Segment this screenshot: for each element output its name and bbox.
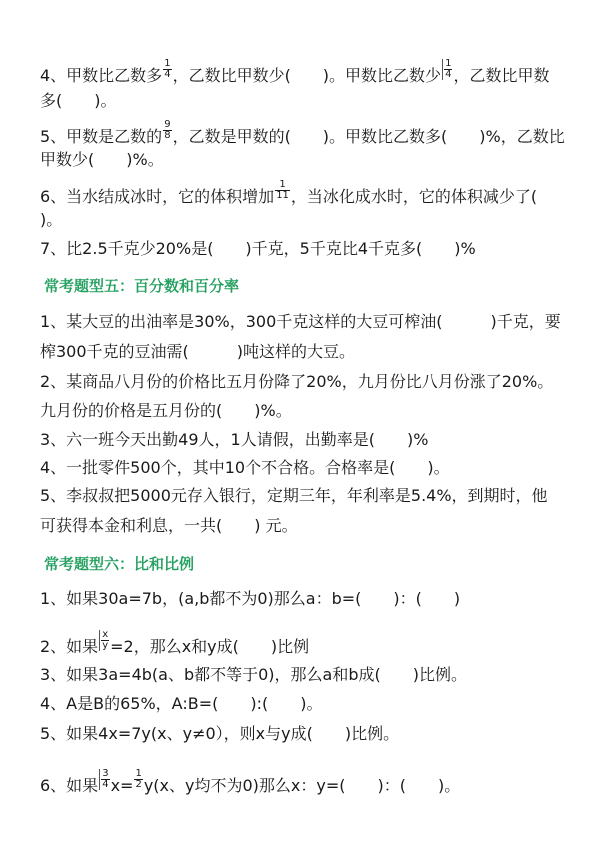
question-7-line: 7、比2.5千克少20%是( )千克，5千克比4千克多( )% — [40, 239, 476, 258]
fraction-numerator: 1 — [164, 58, 171, 69]
section-5-heading: 常考题型五：百分数和百分率 — [44, 277, 240, 295]
s6-question-3: 3、如果3a=4b(a、b都不等于0)，那么a和b成( )比例。 — [40, 665, 467, 684]
q4-text-c: ，乙数比甲数 — [453, 66, 550, 85]
fraction-x-over-y — [99, 630, 109, 651]
q6-text-a: 6、当水结成冰时，它的体积增加 — [40, 187, 275, 206]
s5-line-3: 2、某商品八月份的价格比五月份降了20%，九月份比八月份涨了20%。 — [40, 372, 554, 391]
fraction-numerator: 1 — [445, 58, 452, 69]
q5-text-a: 5、甲数是乙数的 — [40, 127, 163, 146]
s5-line-5: 3、六一班今天出勤49人，1人请假，出勤率是( )% — [40, 430, 429, 449]
fraction-one-eleventh — [275, 180, 290, 201]
s6-q6-text-b: x= — [110, 776, 134, 795]
fraction-three-quarters — [99, 769, 109, 790]
s6-question-5: 5、如果4x=7y(x、y≠0），则x与y成( )比例。 — [40, 724, 400, 743]
q5-text-b: ，乙数是甲数的( )。甲数比乙数多( )%，乙数比 — [172, 127, 565, 146]
fraction-numerator: 9 — [164, 119, 171, 130]
s5-line-6: 4、一批零件500个，其中10个不合格。合格率是( )。 — [40, 458, 450, 477]
fraction-denominator: 11 — [276, 190, 289, 201]
s6-question-6 — [40, 769, 460, 796]
s6-question-2 — [40, 630, 309, 657]
q4-text-b: ，乙数比甲数少( )。甲数比乙数少 — [172, 66, 442, 85]
fraction-denominator: 2 — [135, 779, 142, 790]
question-6-line-1 — [40, 180, 537, 207]
fraction-denominator: 4 — [102, 779, 109, 790]
fraction-numerator: 1 — [135, 768, 142, 779]
s6-q6-text-c: y(x、y均不为0)那么x：y=( )：( )。 — [143, 776, 461, 795]
s5-line-2: 榨300千克的豆油需( )吨这样的大豆。 — [40, 342, 356, 361]
fraction-one-quarter — [163, 59, 171, 80]
fraction-numerator: 3 — [102, 768, 109, 779]
s5-line-1: 1、某大豆的出油率是30%，300千克这样的大豆可榨油( )千克，要 — [40, 312, 561, 331]
s6-question-1: 1、如果30a=7b，(a,b都不为0)那么a：b=( )：( ) — [40, 589, 461, 608]
s5-line-8: 可获得本金和利息，一共( ) 元。 — [40, 516, 298, 535]
q6-text-b: ，当冰化成水时，它的体积减少了( — [290, 187, 538, 206]
fraction-denominator: y — [102, 640, 109, 651]
fraction-denominator: 4 — [164, 69, 171, 80]
s5-line-7: 5、李叔叔把5000元存入银行，定期三年，年利率是5.4%，到期时，他 — [40, 486, 548, 505]
question-5-line-2: 甲数少( )%。 — [40, 150, 164, 169]
fraction-denominator: 4 — [445, 69, 452, 80]
s5-line-4: 九月份的价格是五月份的( )%。 — [40, 401, 292, 420]
fraction-nine-eighths — [163, 120, 171, 141]
s6-q2-text-a: 2、如果 — [40, 637, 99, 656]
question-4-line-1 — [40, 59, 549, 86]
s6-q2-text-b: =2，那么x和y成( )比例 — [110, 637, 310, 656]
question-4-line-2: 多( )。 — [40, 91, 117, 110]
s6-q6-text-a: 6、如果 — [40, 776, 99, 795]
fraction-denominator: 8 — [164, 130, 171, 141]
q4-text-a: 4、甲数比乙数多 — [40, 66, 163, 85]
question-6-line-2: )。 — [40, 210, 63, 229]
fraction-one-half — [134, 769, 142, 790]
s6-question-4: 4、A是B的65%，A:B=( ):( )。 — [40, 694, 323, 713]
question-5-line-1 — [40, 120, 565, 147]
fraction-one-quarter-2 — [442, 59, 452, 80]
fraction-numerator: 1 — [275, 180, 290, 191]
fraction-numerator: x — [102, 629, 109, 640]
section-6-heading: 常考题型六：比和比例 — [44, 555, 195, 573]
